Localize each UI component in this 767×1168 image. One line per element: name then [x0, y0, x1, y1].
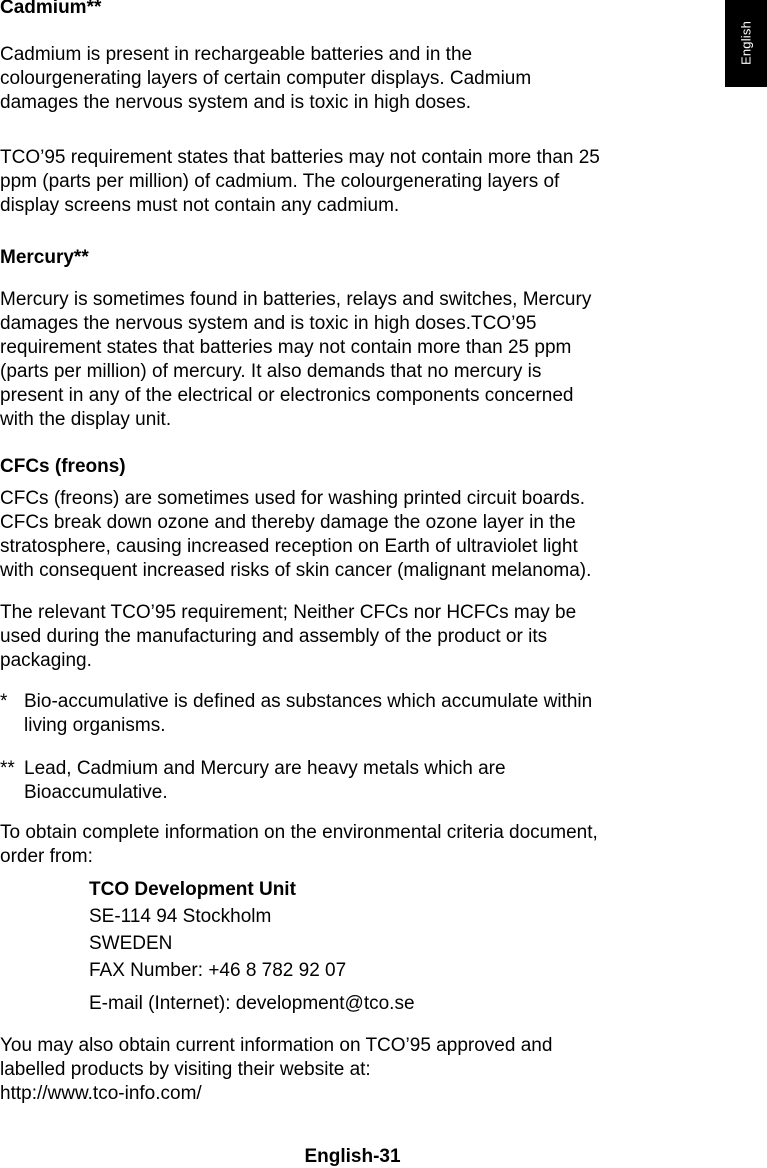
text-line: Bioaccumulative.: [24, 782, 168, 803]
text-line: with the display unit.: [0, 409, 172, 430]
mercury-heading: Mercury**: [0, 247, 89, 268]
order-intro: [0, 821, 705, 869]
website-url[interactable]: http://www.tco-info.com/: [0, 1083, 202, 1104]
text-line: used during the manufacturing and assembly of the product or its: [0, 626, 548, 647]
text-line: requirement states that batteries may not contain more than 25 ppm: [0, 337, 572, 358]
text-line: The relevant TCO’95 requirement; Neither CFCs nor HCFCs may be: [0, 602, 577, 623]
text-line: damages the nervous system and is toxic in high doses.TCO’95: [0, 313, 537, 334]
text-line: CFCs break down ozone and thereby damage the ozone layer in the: [0, 512, 576, 533]
text-line: present in any of the electrical or electronics components concerned: [0, 385, 574, 406]
text-line: ppm (parts per million) of cadmium. The colourgenerating layers of: [0, 171, 560, 192]
cadmium-paragraph-1: [0, 43, 705, 115]
cfcs-paragraph-1: [0, 487, 705, 583]
footnote-text: [24, 690, 704, 738]
language-tab-label: English: [738, 20, 754, 66]
text-line: packaging.: [0, 650, 92, 671]
text-line: living organisms.: [24, 715, 166, 736]
text-line: Lead, Cadmium and Mercury are heavy metals which are: [24, 758, 506, 779]
mercury-paragraph: [0, 288, 705, 432]
email-line: [89, 990, 415, 1017]
text-line: Mercury is sometimes found in batteries, relays and switches, Mercury: [0, 289, 592, 310]
text-line: labelled products by visiting their website at:: [0, 1059, 371, 1080]
text-line: (parts per million) of mercury. It also demands that no mercury is: [0, 361, 542, 382]
fax-number: FAX Number: +46 8 782 92 07: [89, 960, 347, 981]
text-line: Bio-accumulative is defined as substances which accumulate within: [24, 691, 593, 712]
address-street: SE-114 94 Stockholm: [89, 906, 272, 927]
text-line: order from:: [0, 846, 93, 867]
email-address: E-mail (Internet): development@tco.se: [89, 993, 415, 1014]
cfcs-heading: CFCs (freons): [0, 456, 126, 477]
text-line: You may also obtain current information on TCO’95 approved and: [0, 1035, 553, 1056]
text-line: colourgenerating layers of certain computer displays. Cadmium: [0, 68, 532, 89]
organization-name: TCO Development Unit: [89, 879, 296, 900]
text-line: display screens must not contain any cadmium.: [0, 195, 400, 216]
cadmium-paragraph-2: [0, 146, 705, 218]
text-line: To obtain complete information on the environmental criteria document,: [0, 822, 598, 843]
footnote-mark: **: [0, 758, 15, 779]
cadmium-heading: Cadmium**: [0, 0, 102, 18]
text-line: with consequent increased risks of skin cancer (malignant melanoma).: [0, 560, 592, 581]
page-number: English-31: [304, 1146, 401, 1167]
text-line: TCO’95 requirement states that batteries may not contain more than 25: [0, 147, 600, 168]
text-line: stratosphere, causing increased reception on Earth of ultraviolet light: [0, 536, 578, 557]
cfcs-paragraph-2: [0, 601, 705, 673]
language-tab: [725, 0, 767, 87]
text-line: Cadmium is present in rechargeable batteries and in the: [0, 44, 473, 65]
text-line: damages the nervous system and is toxic in high doses.: [0, 92, 472, 113]
website-paragraph: [0, 1034, 705, 1106]
footnote-mark: *: [0, 691, 8, 712]
address-country: SWEDEN: [89, 933, 173, 954]
footnote-text: [24, 757, 704, 805]
address-block: [89, 876, 346, 984]
text-line: CFCs (freons) are sometimes used for washing printed circuit boards.: [0, 488, 586, 509]
